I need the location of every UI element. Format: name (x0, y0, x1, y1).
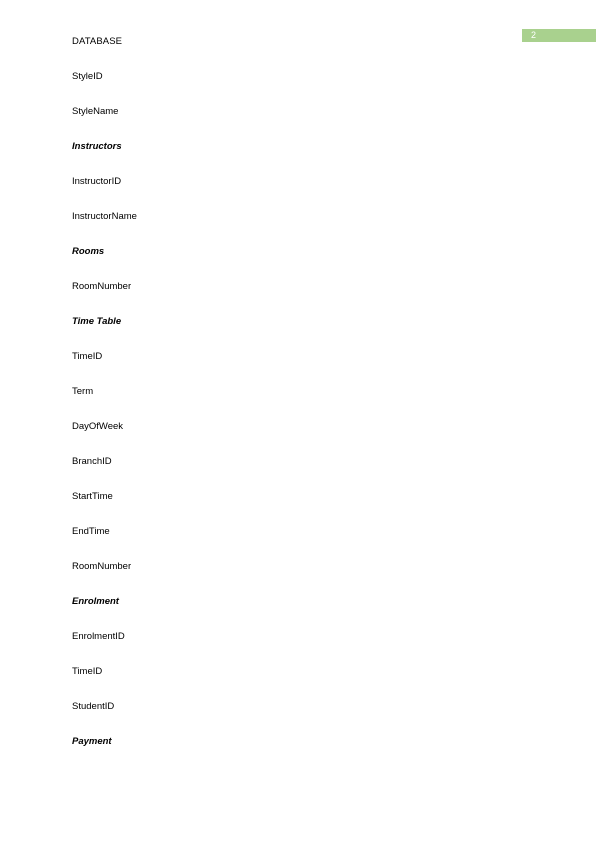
field-line: TimeID (72, 351, 103, 362)
field-list (72, 71, 512, 771)
field-line: RoomNumber (72, 561, 132, 572)
table-heading: Enrolment (72, 596, 119, 607)
table-heading: Payment (72, 736, 112, 747)
field-line: TimeID (72, 666, 103, 677)
field-line: StyleID (72, 71, 103, 82)
field-line: EndTime (72, 526, 110, 537)
field-line: InstructorID (72, 176, 122, 187)
table-heading: Instructors (72, 141, 122, 152)
table-heading: Rooms (72, 246, 105, 257)
page-number: 2 (531, 30, 537, 40)
field-line: RoomNumber (72, 281, 132, 292)
field-line: DayOfWeek (72, 421, 124, 432)
field-line: StyleName (72, 106, 119, 117)
page-number-tab (522, 29, 596, 42)
table-heading: Time Table (72, 316, 122, 327)
field-line: StartTime (72, 491, 113, 502)
field-line: BranchID (72, 456, 112, 467)
field-line: InstructorName (72, 211, 137, 222)
field-line: StudentID (72, 701, 115, 712)
field-line: Term (72, 386, 94, 397)
header-title: DATABASE (72, 36, 123, 47)
field-line: EnrolmentID (72, 631, 125, 642)
